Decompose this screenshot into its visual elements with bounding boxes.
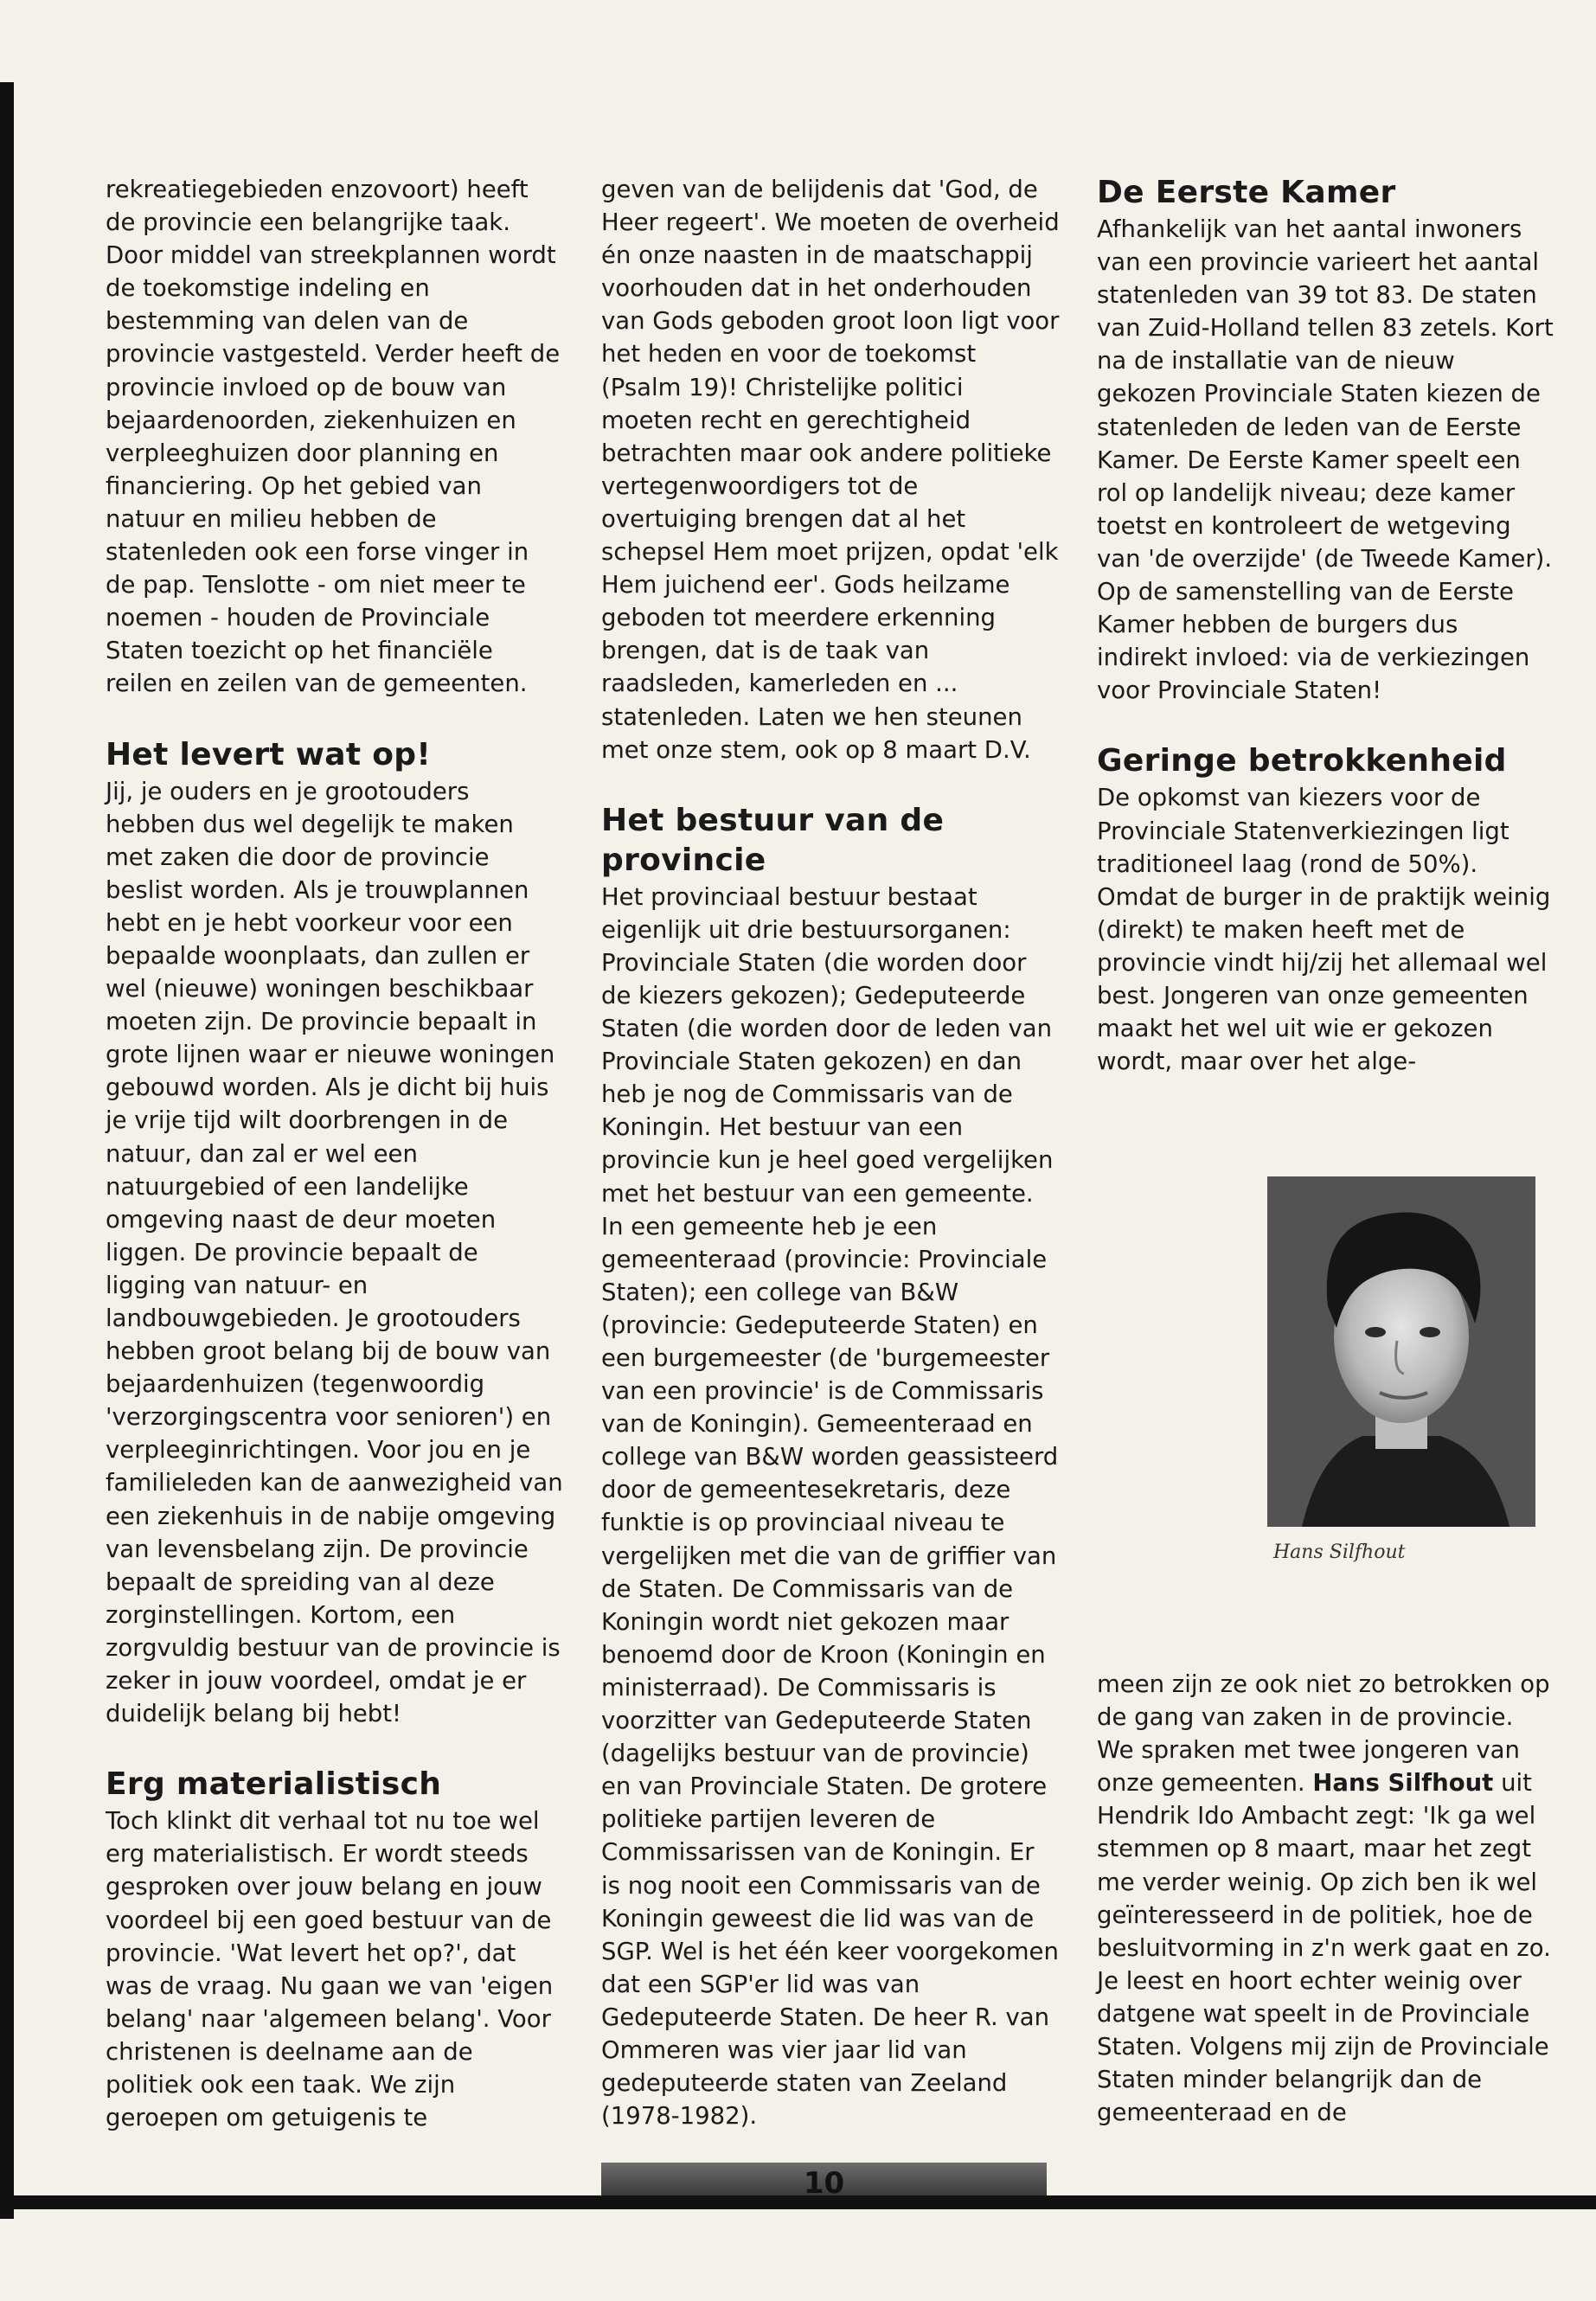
section-heading: Erg materialistisch [106, 1766, 442, 1803]
photo-caption: Hans Silfhout [1273, 1541, 1406, 1563]
column-3 [1097, 173, 1555, 1078]
section-heading: Geringe betrokkenheid [1097, 743, 1507, 779]
page-number: 10 [803, 2166, 845, 2201]
section-heading: De Eerste Kamer [1097, 175, 1396, 210]
section-heading: Het bestuur van de provincie [601, 802, 945, 878]
column-3-continued [1097, 1668, 1555, 2129]
text-span: meen zijn ze ook niet zo betrokken op de gang van zaken in de provincie. We spraken met twee jongeren van onze gemeenten. [1097, 1670, 1550, 1798]
scan-edge-left [0, 82, 14, 2219]
person-name: Hans Silfhout [1312, 1769, 1494, 1798]
paragraph: De opkomst van kiezers voor de Provinciale Statenverkiezingen ligt traditioneel laag (rond de 50%). Omdat de burger in de praktijk weinig (direkt) te maken heeft met de provincie vindt hij/zij het allemaal wel best. Jongeren van onze gemeenten maakt het wel uit wie er gekozen wordt, maar over het alge- [1097, 784, 1551, 1076]
paragraph: Toch klinkt dit verhaal tot nu toe wel erg materialistisch. Er wordt steeds gesproken over jouw belang en jouw voordeel bij een goed bestuur van de provincie. 'Wat levert het op?', dat was de vraag. Nu gaan we van 'eigen belang' naar 'algemeen belang'. Voor christenen is deelname aan de politiek ook een taak. We zijn geroepen om getuigenis te [106, 1807, 554, 2132]
paragraph: geven van de belijdenis dat 'God, de Heer regeert'. We moeten de overheid én onze naasten in de maatschappij voorhouden dat in het onderhouden van Gods geboden groot loon ligt voor het heden en voor de toekomst (Psalm 19)! Christelijke politici moeten recht en gerechtigheid betrachten maar ook andere politieke vertegenwoordigers tot de overtuiging brengen dat al het schepsel Hem moet prijzen, opdat 'elk Hem juichend eer'. Gods heilzame geboden tot meerdere erkenning brengen, dat is de taak van raadsleden, kamerleden en ... statenleden. Laten we hen steunen met onze stem, ook op 8 maart D.V. [601, 176, 1060, 764]
paragraph: rekreatiegebieden enzovoort) heeft de provincie een belangrijke taak. Door middel van streekplannen wordt de toekomstige indeling en bestemming van delen van de provincie vastgesteld. Verder heeft de provincie invloed op de bouw van bejaardenoorden, ziekenhuizen en verpleeghuizen door planning en financiering. Op het gebied van natuur en milieu hebben de statenleden ook een forse vinger in de pap. Tenslotte - om niet meer te noemen - houden de Provinciale Staten toezicht op het financiële reilen en zeilen van de gemeenten. [106, 176, 561, 698]
portrait-photo [1267, 1176, 1535, 1527]
paragraph: Jij, je ouders en je grootouders hebben dus wel degelijk te maken met zaken die door de provincie beslist worden. Als je trouwplannen hebt en je hebt voorkeur voor een bepaalde woonplaats, dan zullen er wel (nieuwe) woningen beschikbaar moeten zijn. De provincie bepaalt in grote lijnen waar er nieuwe woningen gebouwd worden. Als je dicht bij huis je vrije tijd wilt doorbrengen in de natuur, dan zal er wel een natuurgebied of een landelijke omgeving naast de deur moeten liggen. De provincie bepaalt de ligging van natuur- en landbouwgebieden. Je grootouders hebben groot belang bij de bouw van bejaardenhuizen (tegenwoordig 'verzorgingscentra voor senioren') en verpleeginrichtingen. Voor jou en je familieleden kan de aanwezigheid van een ziekenhuis in de nabije omgeving van levensbelang zijn. De provincie bepaalt de spreiding van al deze zorginstellingen. Kortom, een zorgvuldig bestuur van de provincie is zeker in jouw voordeel, omdat je er duidelijk belang bij hebt! [106, 777, 563, 1728]
paragraph [1097, 1668, 1555, 2129]
text-span: uit Hendrik Ido Ambacht zegt: 'Ik ga wel stemmen op 8 maart, maar het zegt me verder weinig. Op zich ben ik wel geïnteresseerd in de politiek, hoe de besluitvorming in z'n werk gaat en zo. Je leest en hoort echter weinig over datgene wat speelt in de Provinciale Staten. Volgens mij zijn de Provinciale Staten minder belangrijk dan de gemeenteraad en de [1097, 1769, 1551, 2127]
column-1 [106, 173, 564, 2134]
page-number-bar [601, 2163, 1047, 2201]
section-heading: Het levert wat op! [106, 736, 432, 772]
column-2 [601, 173, 1060, 2132]
paragraph: Het provinciaal bestuur bestaat eigenlijk uit drie bestuursorganen: Provinciale Staten (die worden door de kiezers gekozen); Gedeputeerde Staten (die worden door de leden van Provinciale Staten gekozen) en dan heb je nog de Commissaris van de Koningin. Het bestuur van een provincie kun je heel goed vergelijken met het bestuur van een gemeente. In een gemeente heb je een gemeenteraad (provincie: Provinciale Staten); een college van B&W (provincie: Gedeputeerde Staten) en een burgemeester (de 'burgemeester van een provincie' is de Commissaris van de Koningin). Gemeenteraad en college van B&W worden geassisteerd door de gemeentesekretaris, deze funktie is op provinciaal niveau te vergelijken met die van de griffier van de Staten. De Commissaris van de Koningin wordt niet gekozen maar benoemd door de Kroon (Koningin en ministerraad). De Commissaris is voorzitter van Gedeputeerde Staten (dagelijks bestuur van de provincie) en van Provinciale Staten. De grotere politieke partijen leveren de Commissarissen van de Koningin. Er is nog nooit een Commissaris van de Koningin geweest die lid was van de SGP. Wel is het één keer voorgekomen dat een SGP'er lid was van Gedeputeerde Staten. De heer R. van Ommeren was vier jaar lid van gedeputeerde staten van Zeeland (1978-1982). [601, 882, 1059, 2131]
paragraph: Afhankelijk van het aantal inwoners van een provincie varieert het aantal statenleden van 39 tot 83. De staten van Zuid-Holland tellen 83 zetels. Kort na de installatie van de nieuw gekozen Provinciale Staten kiezen de statenleden de leden van de Eerste Kamer. De Eerste Kamer speelt een rol op landelijk niveau; deze kamer toetst en kontroleert de wetgeving van 'de overzijde' (de Tweede Kamer). Op de samenstelling van de Eerste Kamer hebben de burgers dus indirekt invloed: via de verkiezingen voor Provinciale Staten! [1097, 215, 1554, 705]
